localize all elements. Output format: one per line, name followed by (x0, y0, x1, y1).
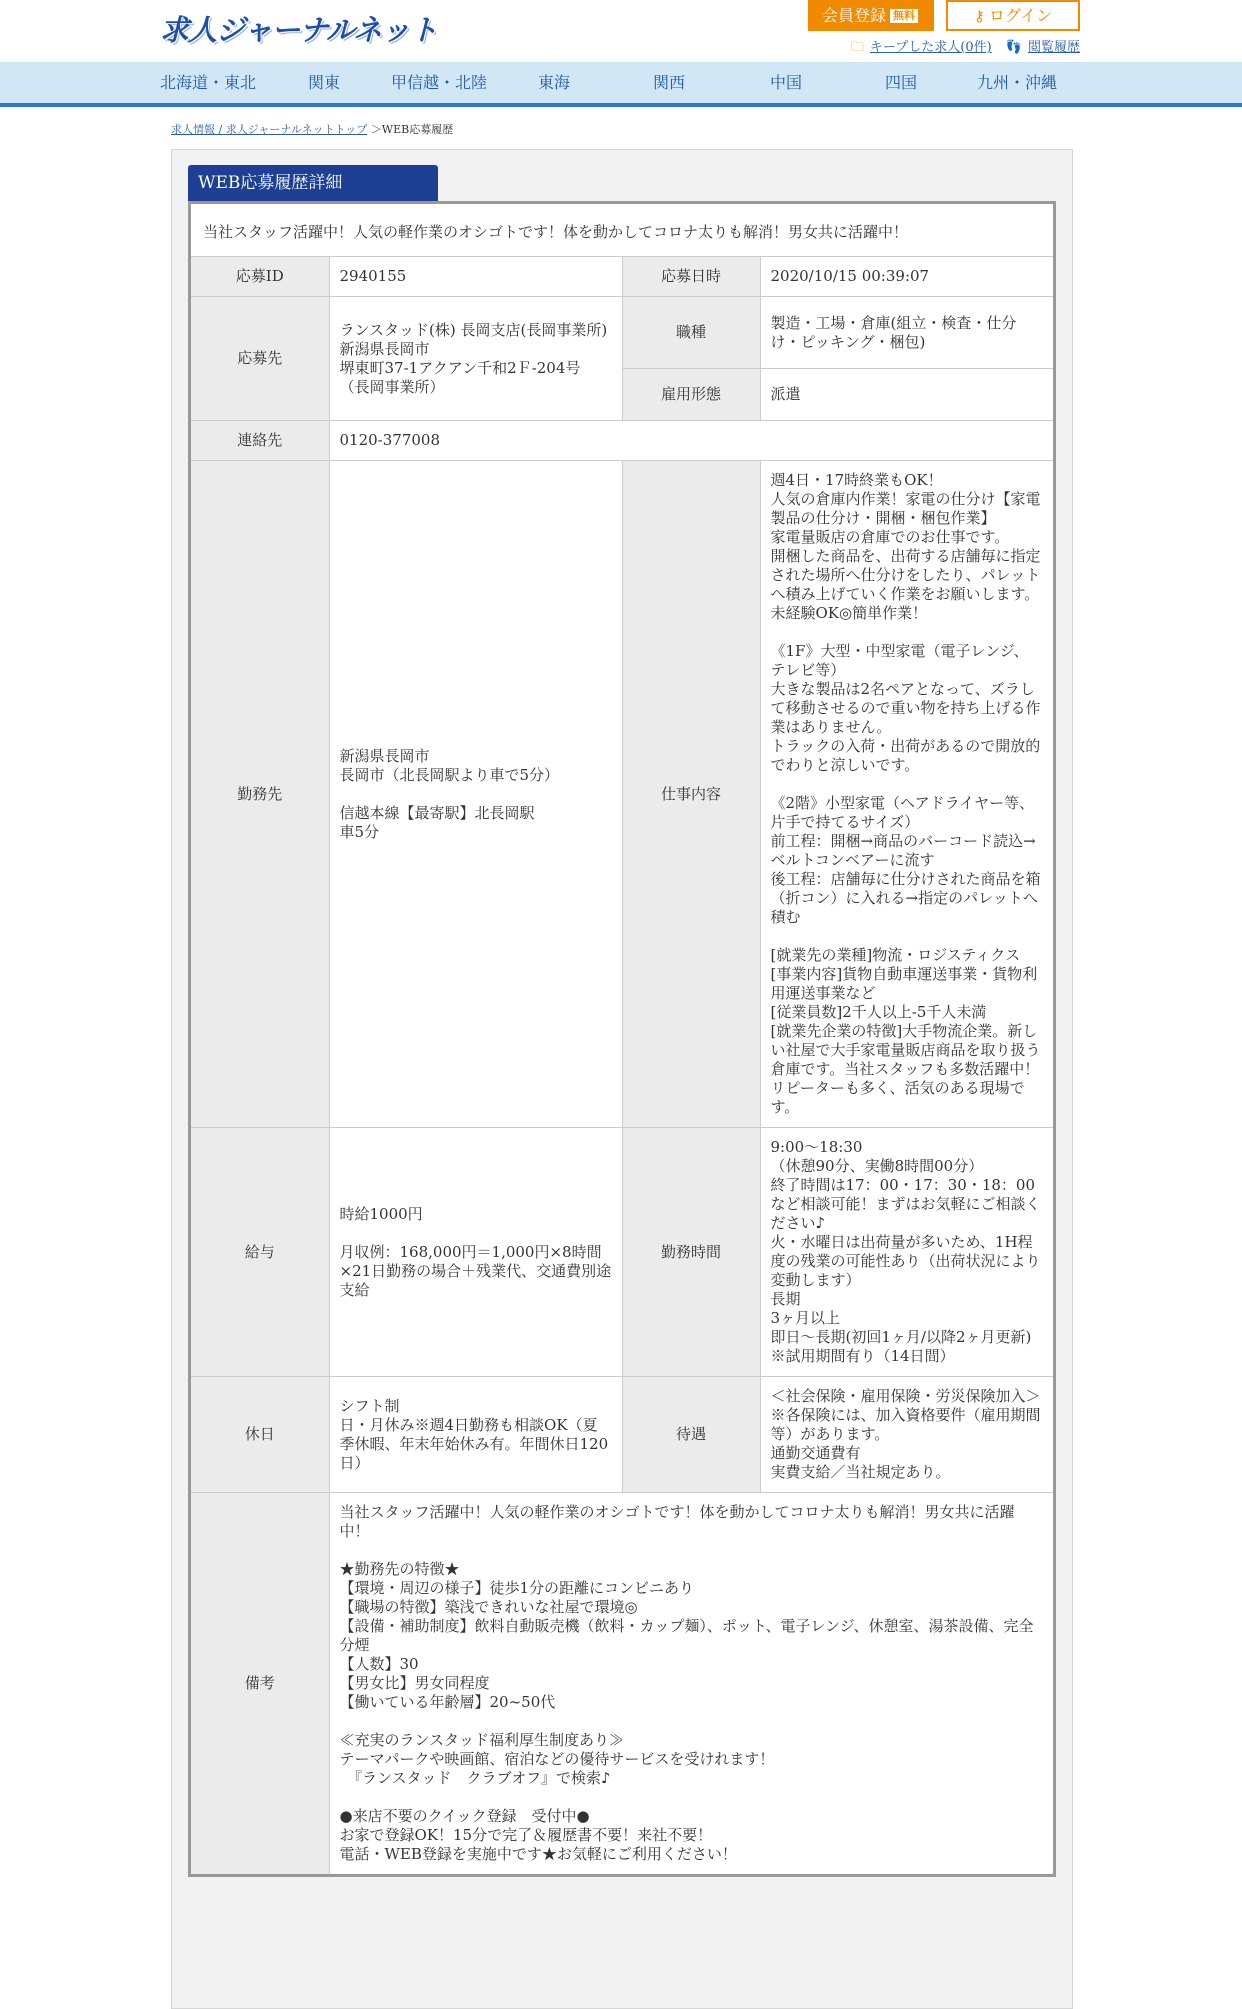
value-notes: 当社スタッフ活躍中！人気の軽作業のオシゴトです！体を動かしてコロナ太りも解消！男女共に活躍中！ ★勤務先の特徴★ 【環境・周辺の様子】徒歩1分の距離にコンビニあり 【職場の特徴】築浅できれいな社屋で環境◎ 【設備・補助制度】飲料自動販売機（飲料・カップ麺）、ポット、電子レンジ、休憩室、湯茶設備、完全分煙 【人数】30 【男女比】男女同程度 【働いている年齢層】20~50代 ≪充実のランスタッド福利厚生制度あり≫ テーマパークや映画館、宿泊などの優待サービスを受けれます！ 『ランスタッド クラブオフ』で検索♪ ●来店不要のクイック登録 受付中● お家で登録OK！15分で完了＆履歴書不要！来社不要！ 電話・WEB登録を実施中です★お気軽にご利用ください！ (329, 1493, 1053, 1875)
table-row (191, 297, 1053, 369)
login-label: ログイン (988, 6, 1053, 25)
key-icon: ⚷ (973, 7, 985, 25)
region-nav (0, 62, 1242, 107)
breadcrumb-current: WEB応募履歴 (381, 123, 454, 136)
label-notes: 備考 (191, 1493, 329, 1875)
value-salary: 時給1000円 月収例：168,000円＝1,000円×8時間×21日勤務の場合＋残業代、交通費別途支給 (329, 1128, 622, 1377)
label-app-date: 応募日時 (622, 257, 760, 297)
value-benefits: ＜社会保険・雇用保険・労災保険加入＞ ※各保険には、加入資格要件（雇用期間等）があります。 通勤交通費有 実費支給／当社規定あり。 (760, 1377, 1053, 1493)
login-button[interactable] (946, 0, 1080, 31)
register-button[interactable] (808, 0, 934, 31)
value-applicant: ランスタッド(株) 長岡支店(長岡事業所) 新潟県長岡市 堺東町37-1アクアン千和2Ｆ-204号 （長岡事業所） (329, 297, 622, 421)
history-panel (171, 149, 1073, 2009)
label-benefits: 待遇 (622, 1377, 760, 1493)
value-holidays: シフト制 日・月休み※週4日勤務も相談OK（夏季休暇、年末年始休み有。年間休日120日） (329, 1377, 622, 1493)
kept-jobs-link[interactable]: キープした求人(0件) (869, 40, 992, 55)
free-badge: 無料 (890, 9, 918, 23)
label-employment: 雇用形態 (622, 369, 760, 421)
label-contact: 連絡先 (191, 421, 329, 461)
header-sublinks (841, 36, 1080, 60)
label-holidays: 休日 (191, 1377, 329, 1493)
nav-chugoku[interactable]: 中国 (770, 73, 803, 92)
value-job-type: 製造・工場・倉庫(組立・検査・仕分け・ピッキング・梱包) (760, 297, 1053, 369)
detail-table (191, 257, 1053, 1874)
breadcrumb-home-link[interactable]: 求人情報 / 求人ジャーナルネットトップ (171, 123, 368, 136)
table-row (191, 461, 1053, 1128)
label-job-content: 仕事内容 (622, 461, 760, 1128)
value-workplace: 新潟県長岡市 長岡市（北長岡駅より車で5分） 信越本線【最寄駅】北長岡駅 車5分 (329, 461, 622, 1128)
register-label: 会員登録 (822, 6, 887, 25)
table-row (191, 1377, 1053, 1493)
table-row (191, 1128, 1053, 1377)
nav-hokkaido-tohoku[interactable]: 北海道・東北 (160, 73, 257, 92)
value-app-date: 2020/10/15 00:39:07 (760, 257, 1053, 297)
table-row (191, 421, 1053, 461)
label-workplace: 勤務先 (191, 461, 329, 1128)
label-app-id: 応募ID (191, 257, 329, 297)
history-link[interactable]: 閲覧履歴 (1027, 40, 1080, 55)
section-title: WEB応募履歴詳細 (188, 165, 438, 201)
label-salary: 給与 (191, 1128, 329, 1377)
value-hours: 9:00～18:30 （休憩90分、実働8時間00分） 終了時間は17：00・17：30・18：00など相談可能！まずはお気軽にご相談ください♪ 火・水曜日は出荷量が多いため、1H程度の残業の可能性あり（出荷状況により変動します） 長期 3ヶ月以上 即日～長期(初回1ヶ月/以降2ヶ月更新) ※試用期間有り（14日間） (760, 1128, 1053, 1377)
label-applicant: 応募先 (191, 297, 329, 421)
breadcrumb (171, 121, 453, 137)
value-job-content: 週4日・17時終業もOK！ 人気の倉庫内作業！家電の仕分け【家電製品の仕分け・開梱・梱包作業】 家電量販店の倉庫でのお仕事です。 開梱した商品を、出荷する店舗毎に指定された場所へ仕分けをしたり、パレットへ積み上げていく作業をお願いします。未経験OK◎簡単作業！ 《1F》大型・中型家電（電子レンジ、テレビ等） 大きな製品は2名ペアとなって、ズラして移動させるので重い物を持ち上げる作業はありません。 トラックの入荷・出荷があるので開放的でわりと涼しいです。 《2階》小型家電（ヘアドライヤー等、片手で持てるサイズ） 前工程：開梱→商品のバーコード読込→ベルトコンベアーに流す 後工程：店舗毎に仕分けされた商品を箱（折コン）に入れる→指定のパレットへ積む [就業先の業種]物流・ロジスティクス [事業内容]貨物自動車運送事業・貨物利用運送事業など [従業員数]2千人以上-5千人未満 [就業先企業の特徴]大手物流企業。新しい社屋で大手家電量販店商品を取り扱う倉庫です。当社スタッフも多数活躍中！リピーターも多く、活気のある現場です。 (760, 461, 1053, 1128)
footprint-icon: 👣 (1005, 40, 1022, 55)
value-app-id: 2940155 (329, 257, 622, 297)
nav-shikoku[interactable]: 四国 (885, 73, 918, 92)
value-contact: 0120-377008 (329, 421, 1053, 461)
nav-kansai[interactable]: 関西 (653, 73, 686, 92)
nav-tokai[interactable]: 東海 (538, 73, 571, 92)
job-headline: 当社スタッフ活躍中！人気の軽作業のオシゴトです！体を動かしてコロナ太りも解消！男女共に活躍中！ (191, 204, 1053, 257)
breadcrumb-separator: ＞ (370, 123, 382, 136)
application-detail (188, 201, 1056, 1877)
nav-koshinetsu-hokuriku[interactable]: 甲信越・北陸 (391, 73, 488, 92)
folder-icon: 🗀 (850, 40, 864, 55)
table-row (191, 257, 1053, 297)
label-job-type: 職種 (622, 297, 760, 369)
nav-kanto[interactable]: 関東 (308, 73, 341, 92)
table-row (191, 1493, 1053, 1875)
nav-kyushu-okinawa[interactable]: 九州・沖縄 (977, 73, 1058, 92)
value-employment: 派遣 (760, 369, 1053, 421)
label-hours: 勤務時間 (622, 1128, 760, 1377)
site-logo[interactable]: 求人ジャーナルネット (160, 13, 438, 47)
site-header (0, 0, 1242, 62)
